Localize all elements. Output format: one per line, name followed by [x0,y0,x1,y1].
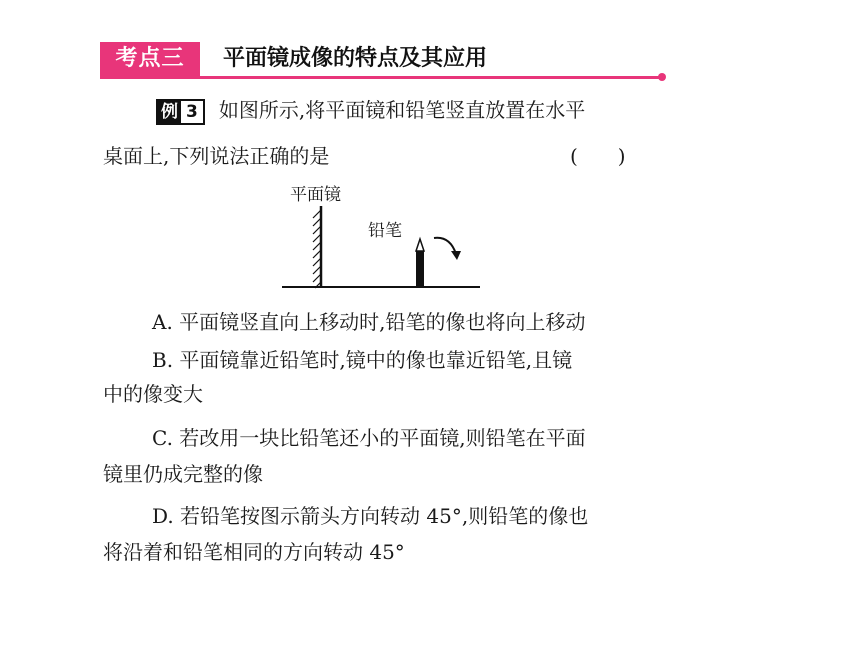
option-d-line2: 将沿着和铅笔相同的方向转动 45° [103,540,405,564]
figure [270,178,500,293]
rotation-arrowhead [451,251,461,260]
answer-blank: ( ) [570,144,626,168]
question-stem-line2: 桌面上,下列说法正确的是 [103,144,330,168]
option-a: A. 平面镜竖直向上移动时,铅笔的像也将向上移动 [152,310,586,334]
header-dot [658,73,666,81]
section-title: 平面镜成像的特点及其应用 [223,46,488,71]
option-d-line1: D. 若铅笔按图示箭头方向转动 45°,则铅笔的像也 [152,504,589,528]
example-badge [156,99,205,125]
pencil-body [416,251,424,287]
question-stem-line1 [156,96,585,125]
stem-text-1: 如图所示,将平面镜和铅笔竖直放置在水平 [218,98,586,122]
figure-drawing [270,178,500,293]
example-badge-label: 例 [158,101,181,123]
example-badge-number: 3 [181,101,203,123]
option-b-line1: B. 平面镜靠近铅笔时,镜中的像也靠近铅笔,且镜 [152,348,573,372]
section-header [100,42,666,82]
pencil-label: 铅笔 [368,221,402,241]
pencil-tip [416,239,424,251]
option-b-line2: 中的像变大 [103,382,203,406]
option-c-line2: 镜里仍成完整的像 [103,462,263,486]
option-c-line1: C. 若改用一块比铅笔还小的平面镜,则铅笔在平面 [152,426,586,450]
section-tag: 考点三 [100,42,200,76]
mirror-label: 平面镜 [290,185,341,205]
header-underline [100,76,662,79]
